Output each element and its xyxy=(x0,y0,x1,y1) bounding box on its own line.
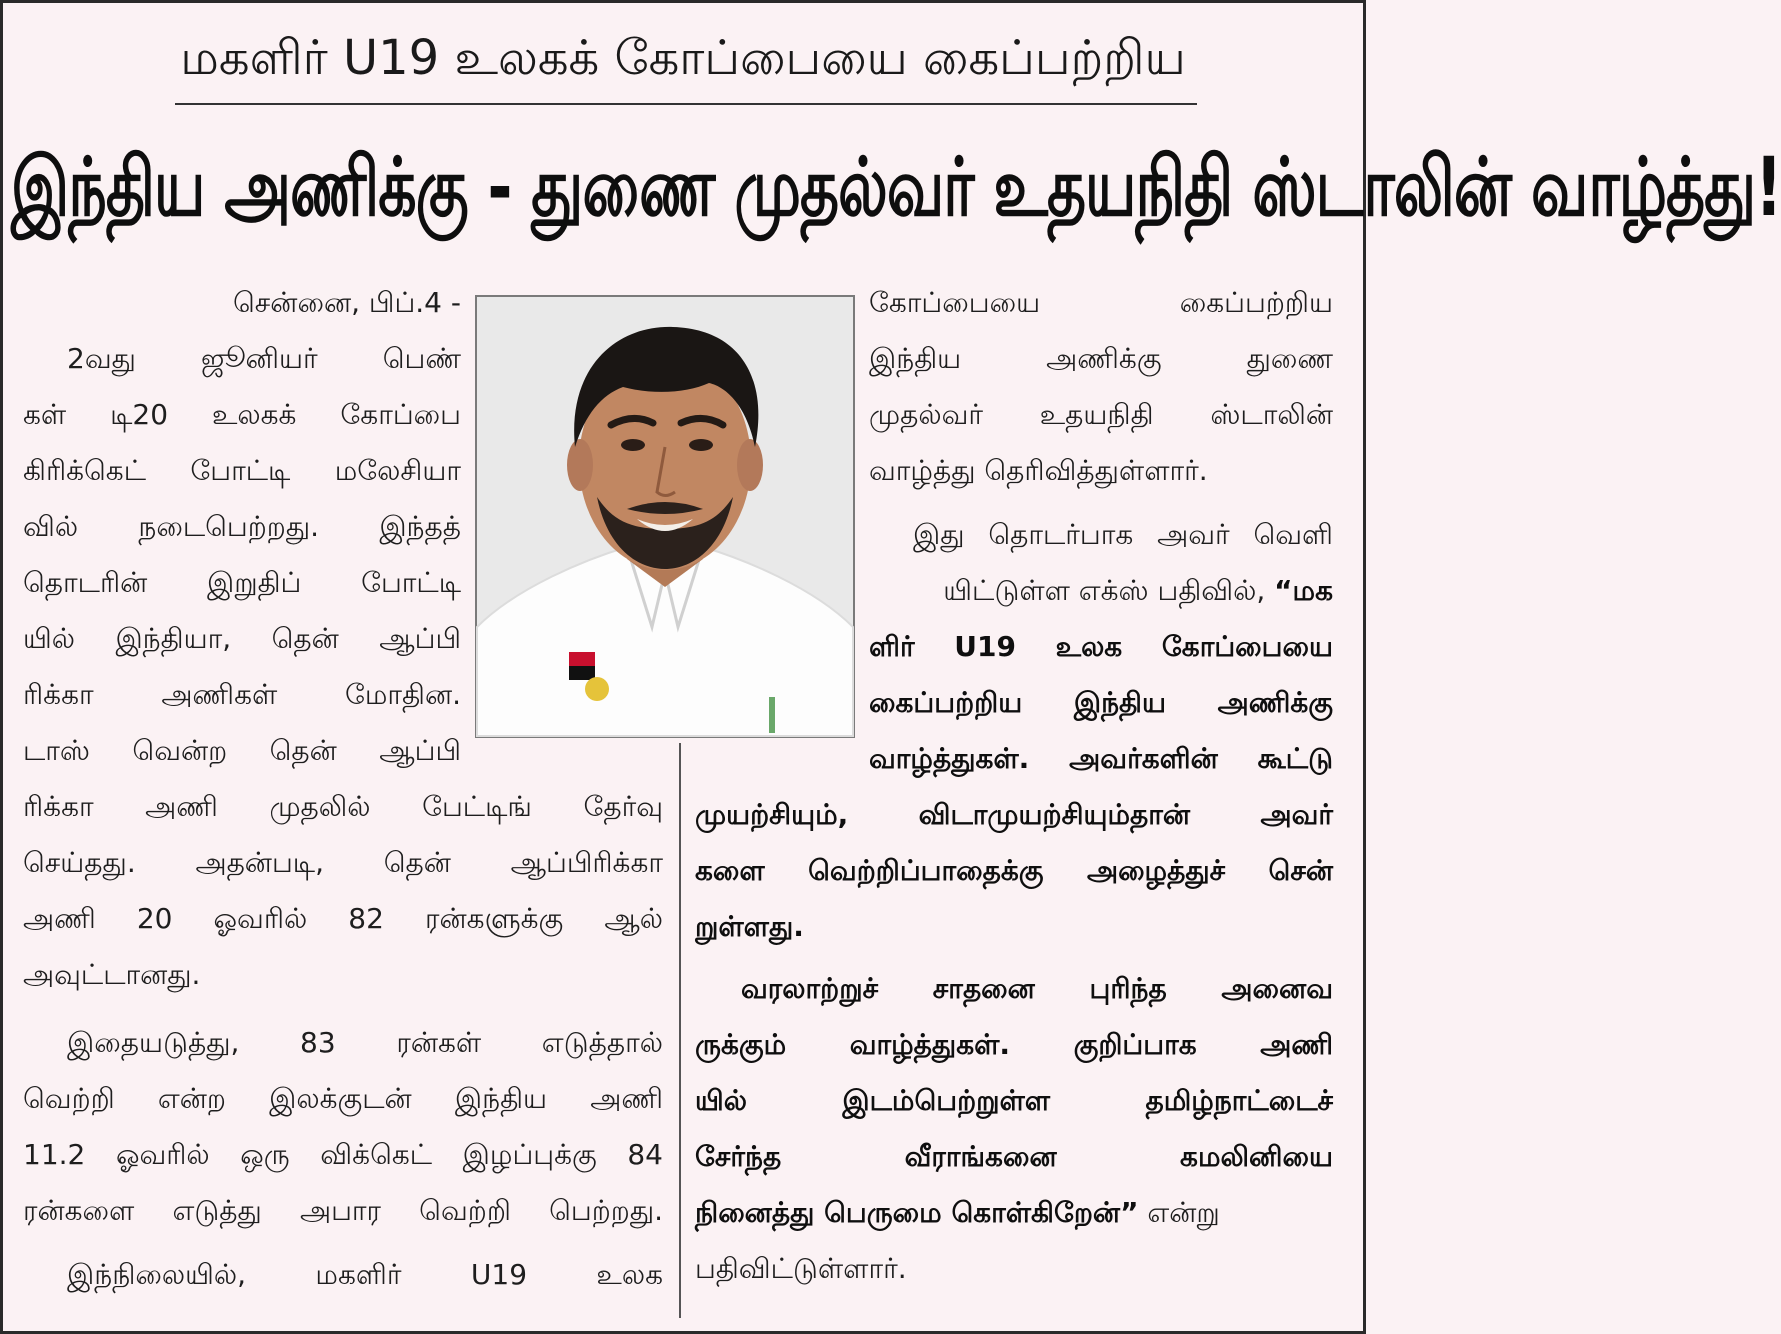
left-line: செய்தது. அதன்படி, தென் ஆப்பிரிக்கா xyxy=(23,846,663,879)
quote-line-mixed xyxy=(695,1185,1333,1241)
quote-line: வரலாற்றுச் சாதனை புரிந்த அனைவ xyxy=(741,972,1333,1005)
right-line-plain: யிட்டுள்ள எக்ஸ் பதிவில், xyxy=(943,574,1275,607)
kicker: மகளிர் U19 உலகக் கோப்பையை கைப்பற்றிய xyxy=(180,30,1186,86)
left-line: வெற்றி என்ற இலக்குடன் இந்திய அணி xyxy=(23,1082,663,1115)
quote-line: கைப்பற்றிய இந்திய அணிக்கு xyxy=(869,686,1333,719)
left-line: இந்நிலையில், மகளிர் U19 உலக xyxy=(67,1258,663,1291)
column-divider xyxy=(679,743,681,1318)
quote-line: வாழ்த்துகள். அவர்களின் கூட்டு xyxy=(869,742,1333,775)
left-line: யில் இந்தியா, தென் ஆப்பி xyxy=(23,622,461,655)
left-line: 2வது ஜூனியர் பெண் xyxy=(67,342,461,375)
left-line: டாஸ் வென்ற தென் ஆப்பி xyxy=(23,734,461,767)
portrait-illustration xyxy=(477,297,853,736)
left-line: ரிக்கா அணி முதலில் பேட்டிங் தேர்வு xyxy=(23,790,663,823)
closing-line: பதிவிட்டுள்ளார். xyxy=(695,1252,907,1285)
right-line: கோப்பையை கைப்பற்றிய xyxy=(869,286,1333,319)
right-line: முதல்வர் உதயநிதி ஸ்டாலின் xyxy=(869,398,1333,431)
quote-line: யில் இடம்பெற்றுள்ள தமிழ்நாட்டைச் xyxy=(695,1084,1333,1117)
left-line: அவுட்டானது. xyxy=(23,958,201,991)
left-line: வில் நடைபெற்றது. இந்தத் xyxy=(23,510,461,543)
quote-line: ளிர் U19 உலக கோப்பையை xyxy=(869,630,1333,663)
left-line: இதையடுத்து, 83 ரன்கள் எடுத்தால் xyxy=(67,1026,663,1059)
left-line: ரன்களை எடுத்து அபார வெற்றி பெற்றது. xyxy=(23,1194,663,1227)
right-line-mixed xyxy=(869,563,1333,619)
dateline: சென்னை, பிப்.4 - xyxy=(233,286,461,319)
quote-line: முயற்சியும், விடாமுயற்சியும்தான் அவர் xyxy=(695,798,1333,831)
left-line: அணி 20 ஓவரில் 82 ரன்களுக்கு ஆல் xyxy=(23,902,663,935)
right-line: வாழ்த்து தெரிவித்துள்ளார். xyxy=(869,454,1208,487)
headline: இந்திய அணிக்கு - துணை முதல்வர் உதயநிதி ஸ்டாலின் வாழ்த்து! xyxy=(11,140,1781,236)
left-line: கிரிக்கெட் போட்டி மலேசியா xyxy=(23,454,461,487)
quote-tail: என்று xyxy=(1138,1196,1220,1229)
right-line: இது தொடர்பாக அவர் வெளி xyxy=(913,518,1333,551)
quote-line: ருக்கும் வாழ்த்துகள். குறிப்பாக அணி xyxy=(695,1028,1333,1061)
left-line: தொடரின் இறுதிப் போட்டி xyxy=(23,566,461,599)
portrait-photo xyxy=(475,295,855,738)
quote-line: களை வெற்றிப்பாதைக்கு அழைத்துச் சென் xyxy=(695,854,1333,887)
quote-close: நினைத்து பெருமை கொள்கிறேன்” xyxy=(695,1196,1139,1229)
right-line: இந்திய அணிக்கு துணை xyxy=(869,342,1333,375)
quote-open: “மக xyxy=(1274,574,1333,607)
quote-line: றுள்ளது. xyxy=(695,910,804,943)
left-line: 11.2 ஓவரில் ஒரு விக்கெட் இழப்புக்கு 84 xyxy=(23,1138,663,1171)
quote-line: சேர்ந்த வீராங்கனை கமலினியை xyxy=(695,1140,1333,1173)
left-line: கள் டி20 உலகக் கோப்பை xyxy=(23,398,461,431)
left-line: ரிக்கா அணிகள் மோதின. xyxy=(23,678,461,711)
